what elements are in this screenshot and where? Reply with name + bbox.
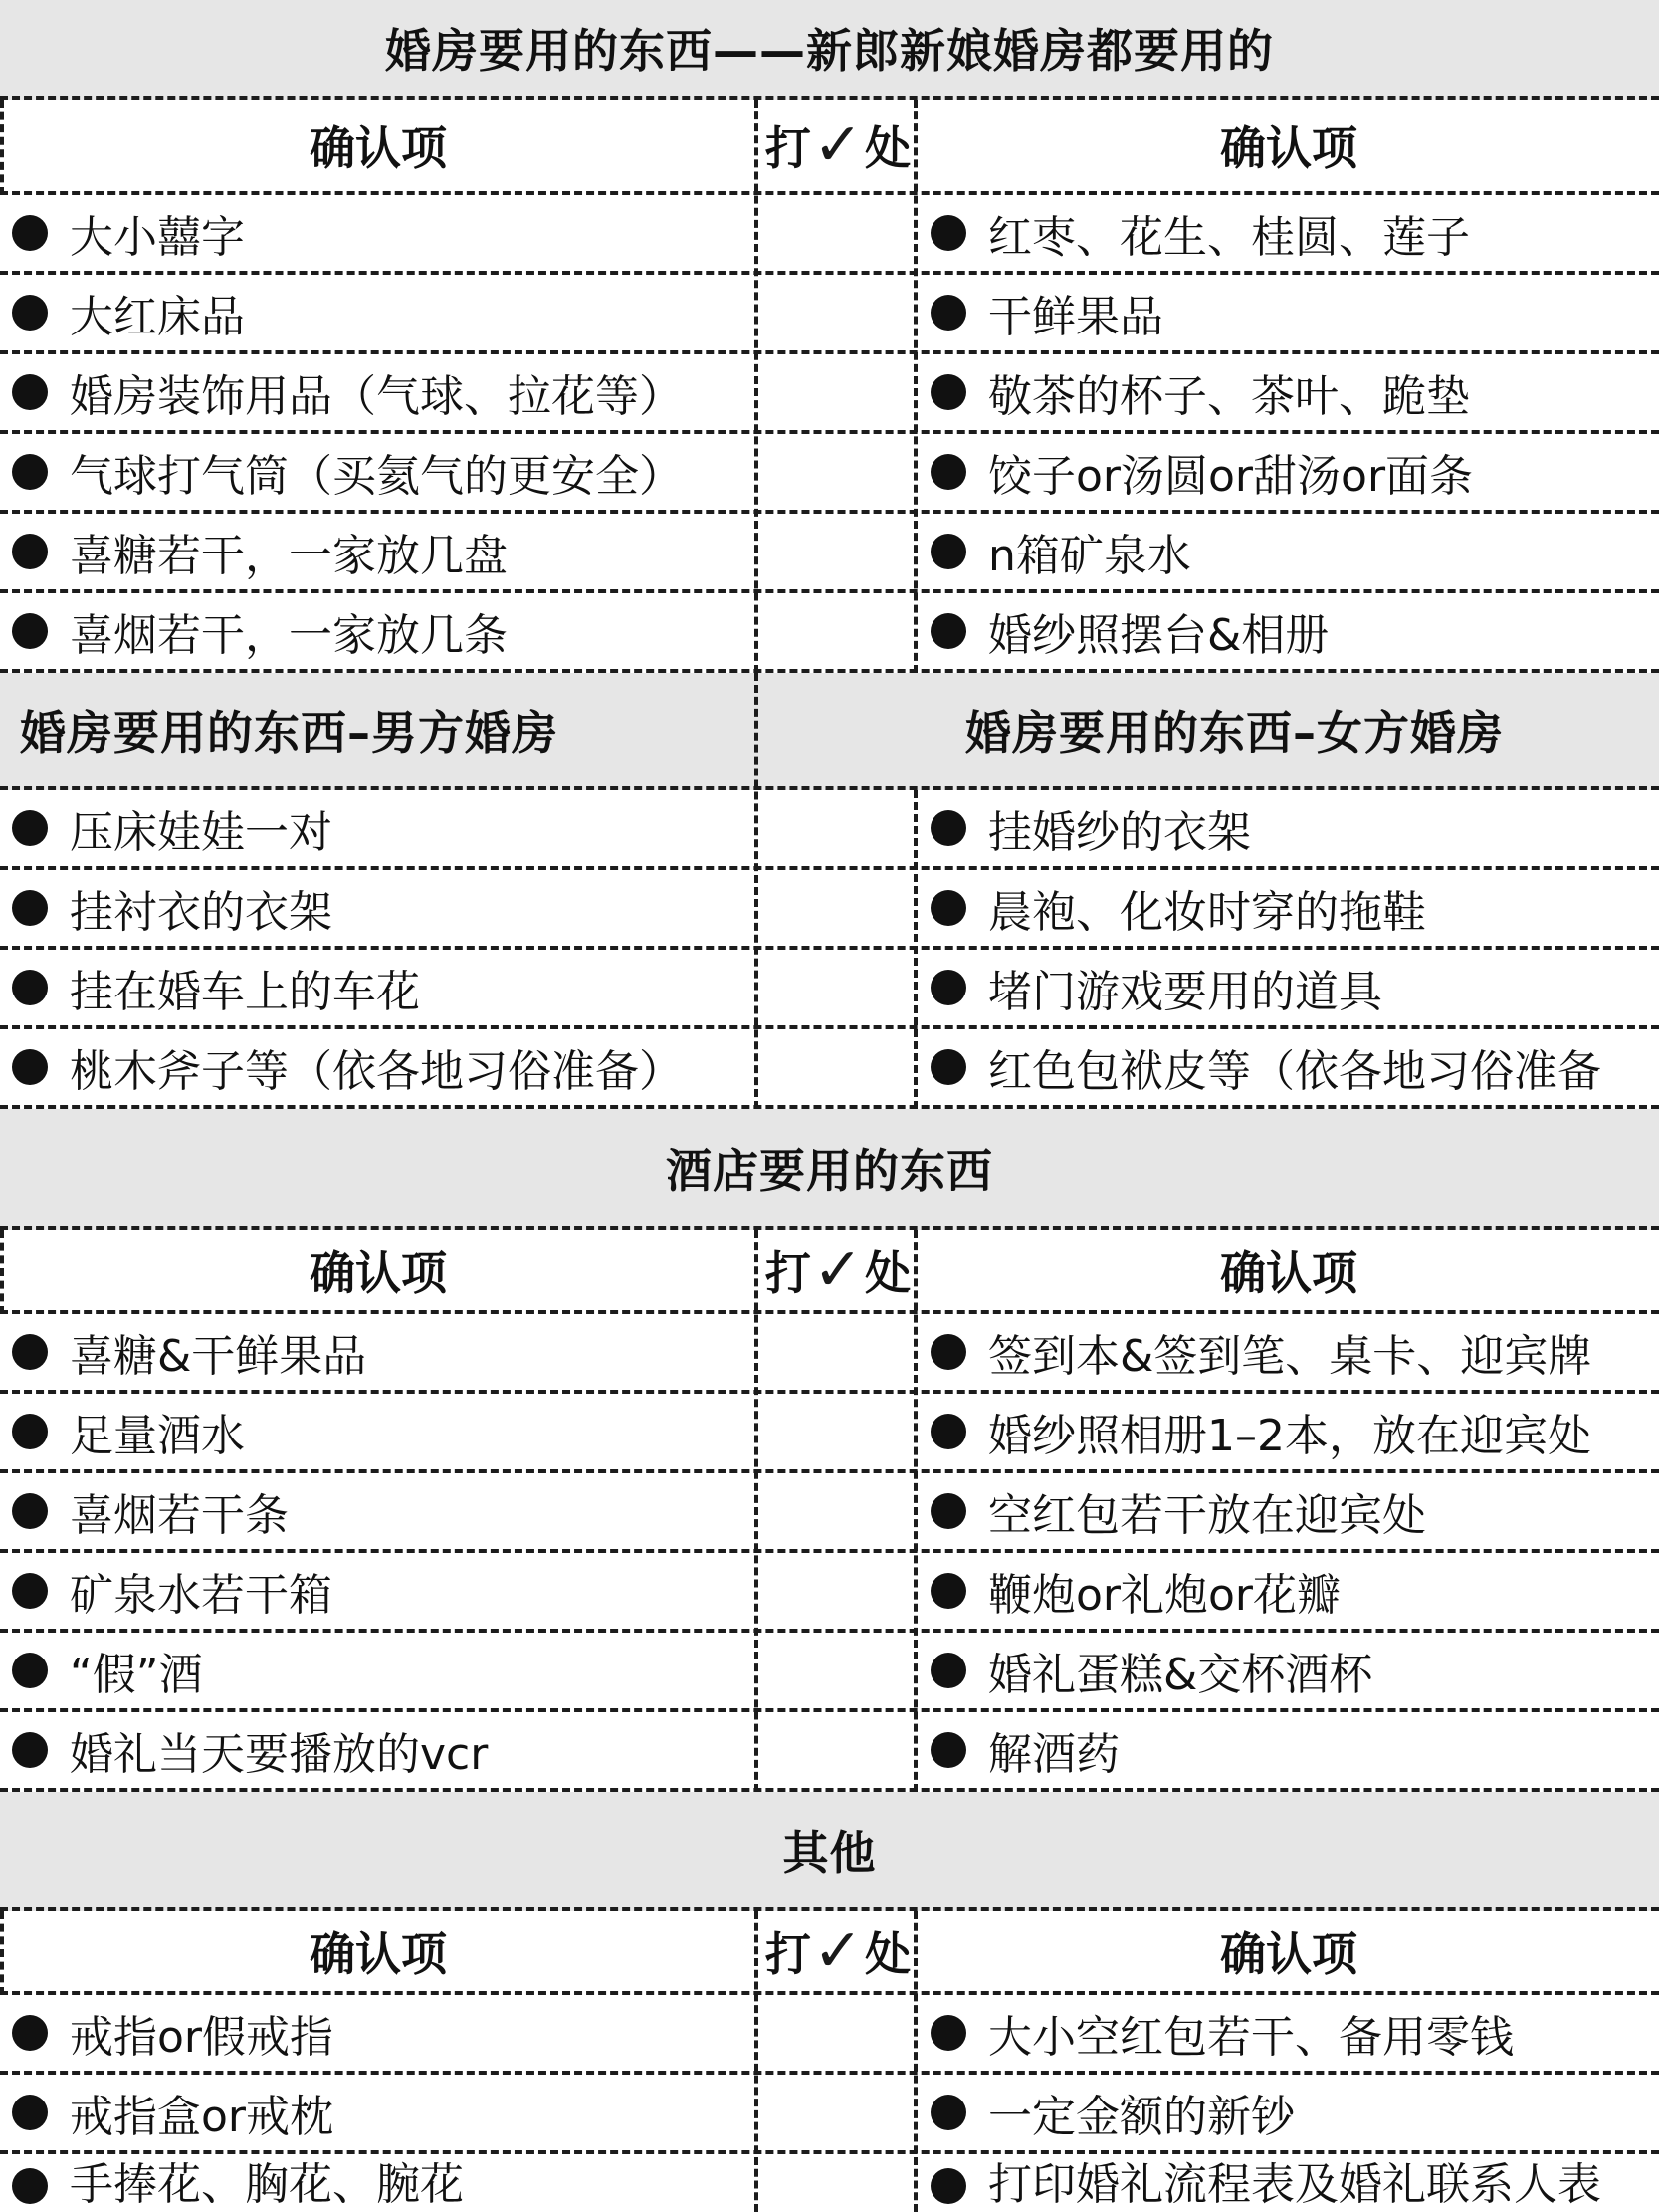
left-confirm-header: 确认项 (310, 1246, 447, 1300)
table-row (0, 950, 1659, 1029)
list-item: 喜烟若干，一家放几条 (0, 593, 756, 669)
section4-title: 其他 (782, 1826, 877, 1880)
section4-banner (0, 1792, 1659, 1911)
right-confirm-header: 确认项 (1220, 121, 1357, 175)
list-item: 堵门游戏要用的道具 (919, 950, 1659, 1025)
checkmark-icon: ✓ (812, 111, 864, 180)
table-row (0, 1633, 1659, 1712)
table-row (0, 514, 1659, 593)
bullet-icon (12, 613, 48, 649)
column-divider (914, 1911, 918, 2212)
bullet-icon (931, 1653, 966, 1688)
section2-title-left: 婚房要用的东西–男方婚房 (20, 706, 558, 760)
bullet-icon (931, 613, 966, 649)
check-column-header: 打 ✓ 处 (764, 111, 912, 180)
bullet-icon (931, 1334, 966, 1370)
list-item: 喜糖若干，一家放几盘 (0, 514, 756, 589)
bullet-icon (12, 454, 48, 490)
table-row (0, 354, 1659, 434)
table-row (0, 434, 1659, 514)
bullet-icon (12, 1334, 48, 1370)
bullet-icon (12, 890, 48, 926)
section3-header-row (0, 1230, 1659, 1314)
bullet-icon (12, 2168, 48, 2204)
list-item: 红色包袱皮等（依各地习俗准备 (919, 1029, 1659, 1105)
list-item: 一定金额的新钞 (919, 2075, 1659, 2150)
bullet-icon (931, 2095, 966, 2130)
checkmark-icon: ✓ (812, 1916, 864, 1986)
column-divider (914, 100, 918, 673)
bullet-icon (12, 1732, 48, 1768)
left-confirm-header: 确认项 (310, 1927, 447, 1981)
right-confirm-header: 确认项 (1220, 1927, 1357, 1981)
list-item: 晨袍、化妆时穿的拖鞋 (919, 870, 1659, 946)
list-item: 大小空红包若干、备用零钱 (919, 1995, 1659, 2071)
list-item: “假”酒 (0, 1633, 756, 1708)
left-edge-divider (0, 100, 4, 195)
column-divider (754, 1230, 758, 1792)
section3-title: 酒店要用的东西 (666, 1144, 993, 1198)
column-divider (754, 673, 758, 1109)
check-column-header: 打 ✓ 处 (764, 1916, 912, 1986)
bullet-icon (12, 970, 48, 1005)
column-divider (754, 100, 758, 673)
section3-banner (0, 1109, 1659, 1230)
bullet-icon (931, 2168, 966, 2204)
list-item: 鞭炮or礼炮or花瓣 (919, 1553, 1659, 1629)
bullet-icon (931, 374, 966, 410)
list-item: 大红床品 (0, 275, 756, 350)
left-edge-divider (0, 1230, 4, 1314)
list-item: 饺子or汤圆or甜汤or面条 (919, 434, 1659, 510)
table-row (0, 593, 1659, 673)
check-column-header: 打 ✓ 处 (764, 1235, 912, 1305)
list-item: 戒指or假戒指 (0, 1995, 756, 2071)
column-divider (914, 1230, 918, 1792)
column-divider (914, 790, 918, 1109)
list-item: 空红包若干放在迎宾处 (919, 1473, 1659, 1549)
left-confirm-header: 确认项 (310, 121, 447, 175)
list-item: 婚礼当天要播放的vcr (0, 1712, 756, 1788)
right-confirm-header: 确认项 (1220, 1246, 1357, 1300)
list-item: 喜糖&干鲜果品 (0, 1314, 756, 1390)
table-row (0, 1712, 1659, 1792)
bullet-icon (931, 890, 966, 926)
bullet-icon (12, 534, 48, 569)
table-row (0, 275, 1659, 354)
bullet-icon (931, 1414, 966, 1449)
checkmark-icon: ✓ (812, 1235, 864, 1305)
list-item: 婚纱照摆台&相册 (919, 593, 1659, 669)
list-item: n箱矿泉水 (919, 514, 1659, 589)
bullet-icon (12, 215, 48, 251)
bullet-icon (931, 1732, 966, 1768)
main-title-banner (0, 0, 1659, 100)
main-title: 婚房要用的东西——新郎新娘婚房都要用的 (385, 24, 1274, 78)
bullet-icon (931, 534, 966, 569)
list-item: 足量酒水 (0, 1394, 756, 1469)
section4-header-row (0, 1911, 1659, 1995)
list-item: 矿泉水若干箱 (0, 1553, 756, 1629)
bullet-icon (12, 810, 48, 846)
section1-header-row (0, 100, 1659, 195)
bullet-icon (12, 374, 48, 410)
table-row (0, 1995, 1659, 2075)
list-item: 解酒药 (919, 1712, 1659, 1788)
list-item: 挂衬衣的衣架 (0, 870, 756, 946)
table-row (0, 790, 1659, 870)
table-row (0, 2075, 1659, 2154)
bullet-icon (931, 1049, 966, 1085)
bullet-icon (12, 2015, 48, 2051)
bullet-icon (12, 295, 48, 331)
list-item: 婚纱照相册1–2本，放在迎宾处 (919, 1394, 1659, 1469)
list-item: 婚房装饰用品（气球、拉花等） (0, 354, 756, 430)
list-item: 戒指盒or戒枕 (0, 2075, 756, 2150)
bullet-icon (931, 295, 966, 331)
list-item: 红枣、花生、桂圆、莲子 (919, 195, 1659, 271)
table-row (0, 2154, 1659, 2212)
list-item: 挂在婚车上的车花 (0, 950, 756, 1025)
bullet-icon (931, 1493, 966, 1529)
column-divider (754, 1911, 758, 2212)
list-item: 敬茶的杯子、茶叶、跪垫 (919, 354, 1659, 430)
list-item: 打印婚礼流程表及婚礼联系人表 (919, 2154, 1659, 2212)
bullet-icon (12, 2095, 48, 2130)
bullet-icon (12, 1414, 48, 1449)
bullet-icon (12, 1493, 48, 1529)
bullet-icon (931, 215, 966, 251)
bullet-icon (931, 454, 966, 490)
bullet-icon (931, 970, 966, 1005)
bullet-icon (12, 1653, 48, 1688)
list-item: 签到本&签到笔、桌卡、迎宾牌 (919, 1314, 1659, 1390)
table-row (0, 1394, 1659, 1473)
section2-banner (0, 673, 1659, 790)
list-item: 压床娃娃一对 (0, 790, 756, 866)
bullet-icon (931, 1573, 966, 1609)
section2-title-right: 婚房要用的东西–女方婚房 (965, 706, 1504, 760)
bullet-icon (12, 1573, 48, 1609)
table-row (0, 1553, 1659, 1633)
bullet-icon (12, 1049, 48, 1085)
table-row (0, 1029, 1659, 1109)
list-item: 大小囍字 (0, 195, 756, 271)
list-item: 婚礼蛋糕&交杯酒杯 (919, 1633, 1659, 1708)
bullet-icon (931, 810, 966, 846)
list-item: 气球打气筒（买氦气的更安全） (0, 434, 756, 510)
table-row (0, 1314, 1659, 1394)
list-item: 手捧花、胸花、腕花 (0, 2154, 756, 2212)
bullet-icon (931, 2015, 966, 2051)
list-item: 桃木斧子等（依各地习俗准备） (0, 1029, 756, 1105)
list-item: 干鲜果品 (919, 275, 1659, 350)
table-row (0, 1473, 1659, 1553)
table-row (0, 195, 1659, 275)
left-edge-divider (0, 1911, 4, 1995)
table-row (0, 870, 1659, 950)
list-item: 喜烟若干条 (0, 1473, 756, 1549)
list-item: 挂婚纱的衣架 (919, 790, 1659, 866)
